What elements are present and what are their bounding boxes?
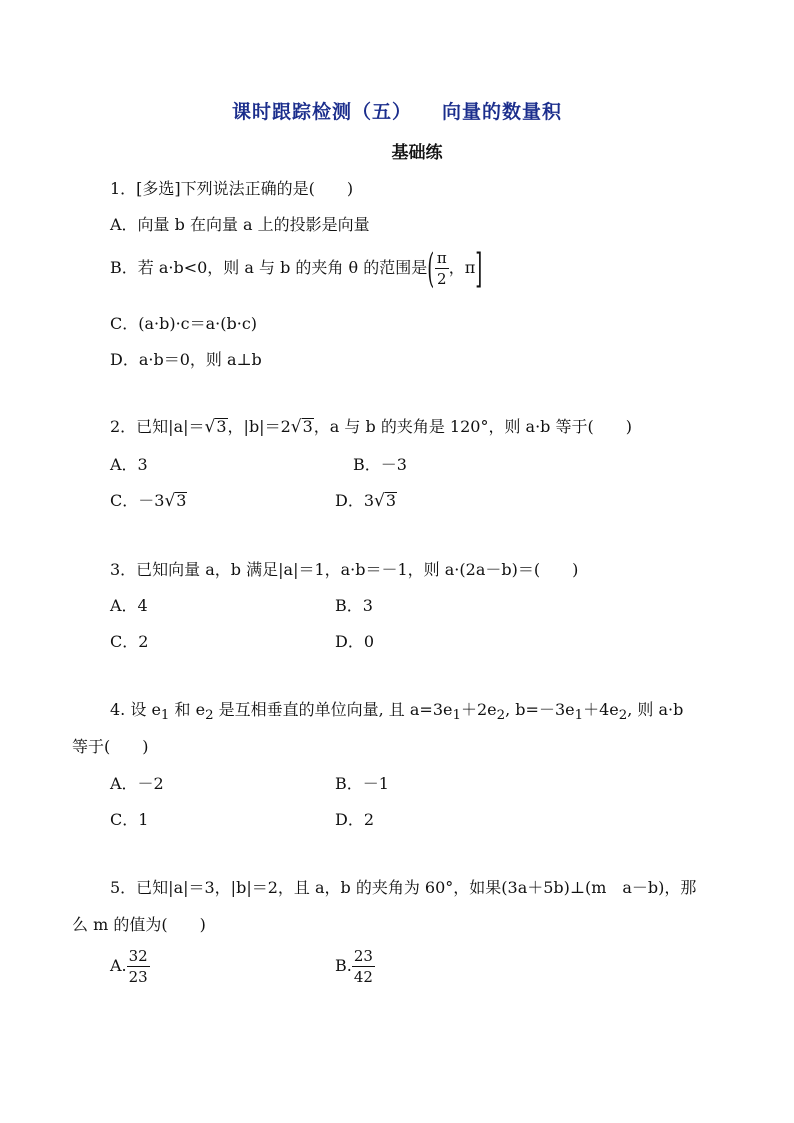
page-title bbox=[0, 97, 794, 124]
question-2-stem: 2．已知|a|＝√3，|b|＝2√3，a 与 b 的夹角是 120°，则 a·b 等于( ) bbox=[110, 417, 632, 437]
question-4-option-d: D．2 bbox=[335, 810, 375, 829]
question-1-option-a: A．向量 b 在向量 a 上的投影是向量 bbox=[110, 215, 370, 234]
section-heading: 基础练 bbox=[391, 143, 443, 163]
question-3-option-d: D．0 bbox=[335, 632, 375, 651]
question-4-option-a: A．－2 bbox=[110, 774, 164, 793]
question-4-option-c: C．1 bbox=[110, 810, 149, 829]
question-3-option-b: B．3 bbox=[335, 596, 373, 615]
question-5-option-b: B. $\frac{23}{42}$ bbox=[335, 947, 373, 986]
question-2-option-c: C．－3√3 bbox=[110, 491, 187, 511]
question-1-option-d: D．a·b＝0，则 a⊥b bbox=[110, 350, 262, 369]
question-5-stem-line1: 5．已知|a|＝3，|b|＝2，且 a，b 的夹角为 60°，如果(3a＋5b)⊥(m a－b)，那 bbox=[110, 878, 697, 897]
question-2-option-d: D．3√3 bbox=[335, 491, 397, 511]
question-4-stem-line1: 4. 设 $e_1$ 和 $e_2$ 是互相垂直的单位向量, 且 $a=3e_1+2e_2$, $b=-3e_1+4e_2$, 则 a·b bbox=[110, 700, 684, 724]
question-2-option-b: B．－3 bbox=[353, 455, 407, 474]
option-b-text: B．若 a·b<0，则 a 与 b 的夹角 θ 的范围是 bbox=[110, 258, 428, 277]
title-topic: 向量的数量积 bbox=[442, 101, 563, 123]
question-1-option-c: C．(a·b)·c＝a·(b·c) bbox=[110, 314, 258, 333]
question-5-option-a: A. $\frac{32}{23}$ bbox=[110, 947, 148, 986]
fraction-pi-over-2: $\frac{\pi}{2}$ bbox=[436, 249, 447, 288]
question-1-stem: 1．[多选]下列说法正确的是( ) bbox=[110, 179, 354, 198]
question-3-option-a: A．4 bbox=[110, 596, 148, 615]
title-lesson: 课时跟踪检测（五） bbox=[231, 101, 412, 123]
question-1-option-b: B．若 a·b<0，则 a 与 b 的夹角 θ 的范围是( $\frac{\pi}{2}$ ，π] bbox=[110, 245, 483, 292]
fraction-23-over-42: $\frac{23}{42}$ bbox=[353, 947, 373, 986]
question-3-stem: 3．已知向量 a，b 满足|a|＝1，a·b＝－1，则 a·(2a－b)＝( ) bbox=[110, 560, 579, 579]
question-5-stem-line2: 么 m 的值为( ) bbox=[72, 915, 206, 934]
question-4-option-b: B．－1 bbox=[335, 774, 389, 793]
question-2-option-a: A．3 bbox=[110, 455, 148, 474]
question-4-stem-line2: 等于( ) bbox=[72, 737, 149, 756]
fraction-32-over-23: $\frac{32}{23}$ bbox=[128, 947, 148, 986]
question-3-option-c: C．2 bbox=[110, 632, 149, 651]
